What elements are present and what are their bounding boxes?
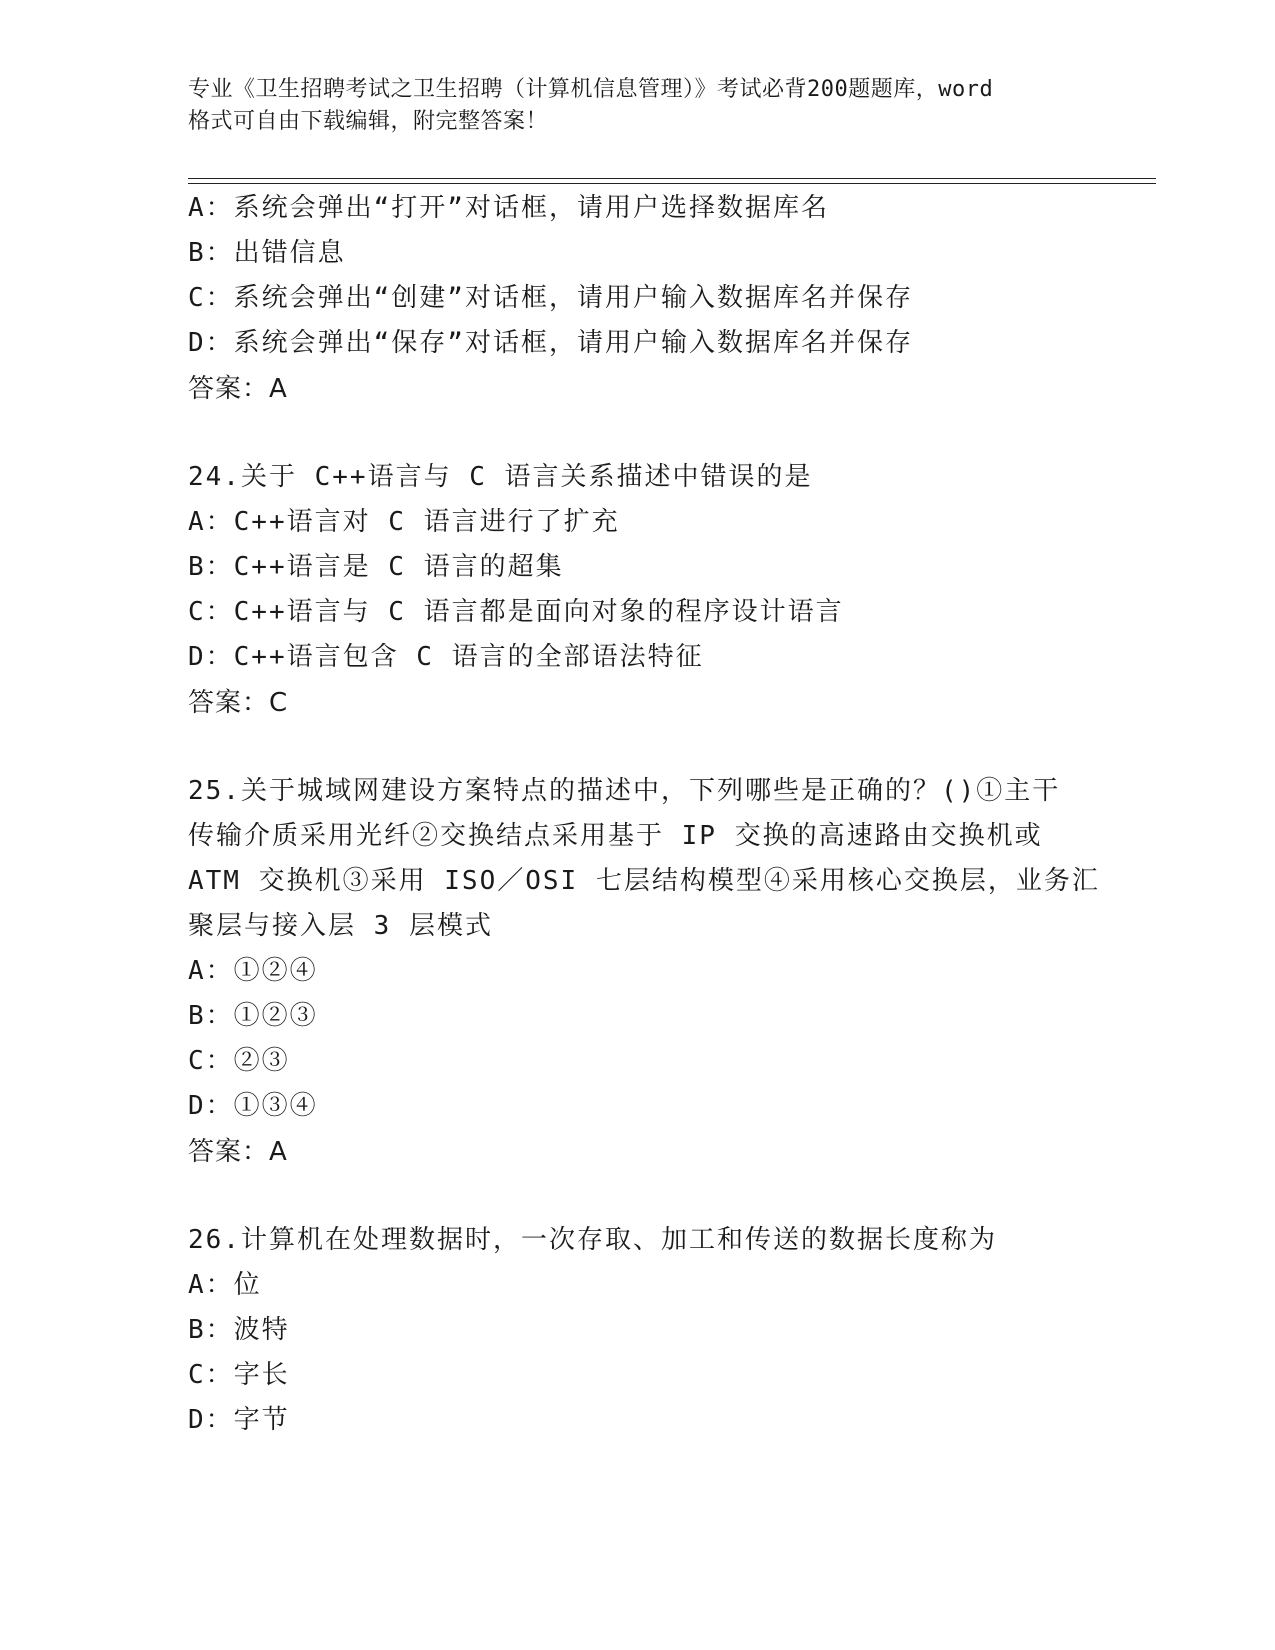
header-divider-bottom — [188, 183, 1156, 184]
q24-stem: 24.关于 C++语言与 C 语言关系描述中错误的是 — [188, 462, 813, 492]
q26-option-d: D：字节 — [188, 1405, 290, 1435]
q26-option-a: A：位 — [188, 1270, 262, 1300]
q23-option-d: D：系统会弹出“保存”对话框，请用户输入数据库名并保存 — [188, 328, 913, 358]
q23-option-b: B：出错信息 — [188, 238, 346, 268]
q23-option-c: C：系统会弹出“创建”对话框，请用户输入数据库名并保存 — [188, 283, 913, 313]
q26-option-b: B：波特 — [188, 1315, 290, 1345]
q25-option-b: B：①②③ — [188, 1001, 318, 1031]
document-header — [188, 74, 1088, 138]
header-line-1: 专业《卫生招聘考试之卫生招聘（计算机信息管理）》考试必背200题题库，word — [188, 77, 994, 102]
q25-option-c: C：②③ — [188, 1046, 290, 1076]
q25-option-a: A：①②④ — [188, 956, 318, 986]
q24-option-a: A：C++语言对 C 语言进行了扩充 — [188, 507, 620, 537]
q24-option-d: D：C++语言包含 C 语言的全部语法特征 — [188, 642, 704, 672]
q25-answer: 答案：A — [188, 1137, 288, 1167]
q24-answer: 答案：C — [188, 688, 289, 718]
q26-stem: 26.计算机在处理数据时，一次存取、加工和传送的数据长度称为 — [188, 1225, 997, 1255]
q23-option-a: A：系统会弹出“打开”对话框，请用户选择数据库名 — [188, 193, 829, 223]
q25-stem-line-4: 聚层与接入层 3 层模式 — [188, 911, 493, 941]
header-divider-top — [188, 178, 1156, 179]
q23-answer: 答案：A — [188, 374, 288, 404]
header-line-2: 格式可自由下载编辑，附完整答案！ — [188, 109, 549, 134]
q25-stem-line-1: 25.关于城域网建设方案特点的描述中，下列哪些是正确的？()①主干 — [188, 776, 1061, 806]
q24-option-c: C：C++语言与 C 语言都是面向对象的程序设计语言 — [188, 597, 844, 627]
q25-stem-line-3: ATM 交换机③采用 ISO／OSI 七层结构模型④采用核心交换层，业务汇 — [188, 866, 1100, 896]
q24-option-b: B：C++语言是 C 语言的超集 — [188, 552, 564, 582]
q26-option-c: C：字长 — [188, 1360, 290, 1390]
q25-option-d: D：①③④ — [188, 1091, 318, 1121]
q25-stem-line-2: 传输介质采用光纤②交换结点采用基于 IP 交换的高速路由交换机或 — [188, 821, 1043, 851]
